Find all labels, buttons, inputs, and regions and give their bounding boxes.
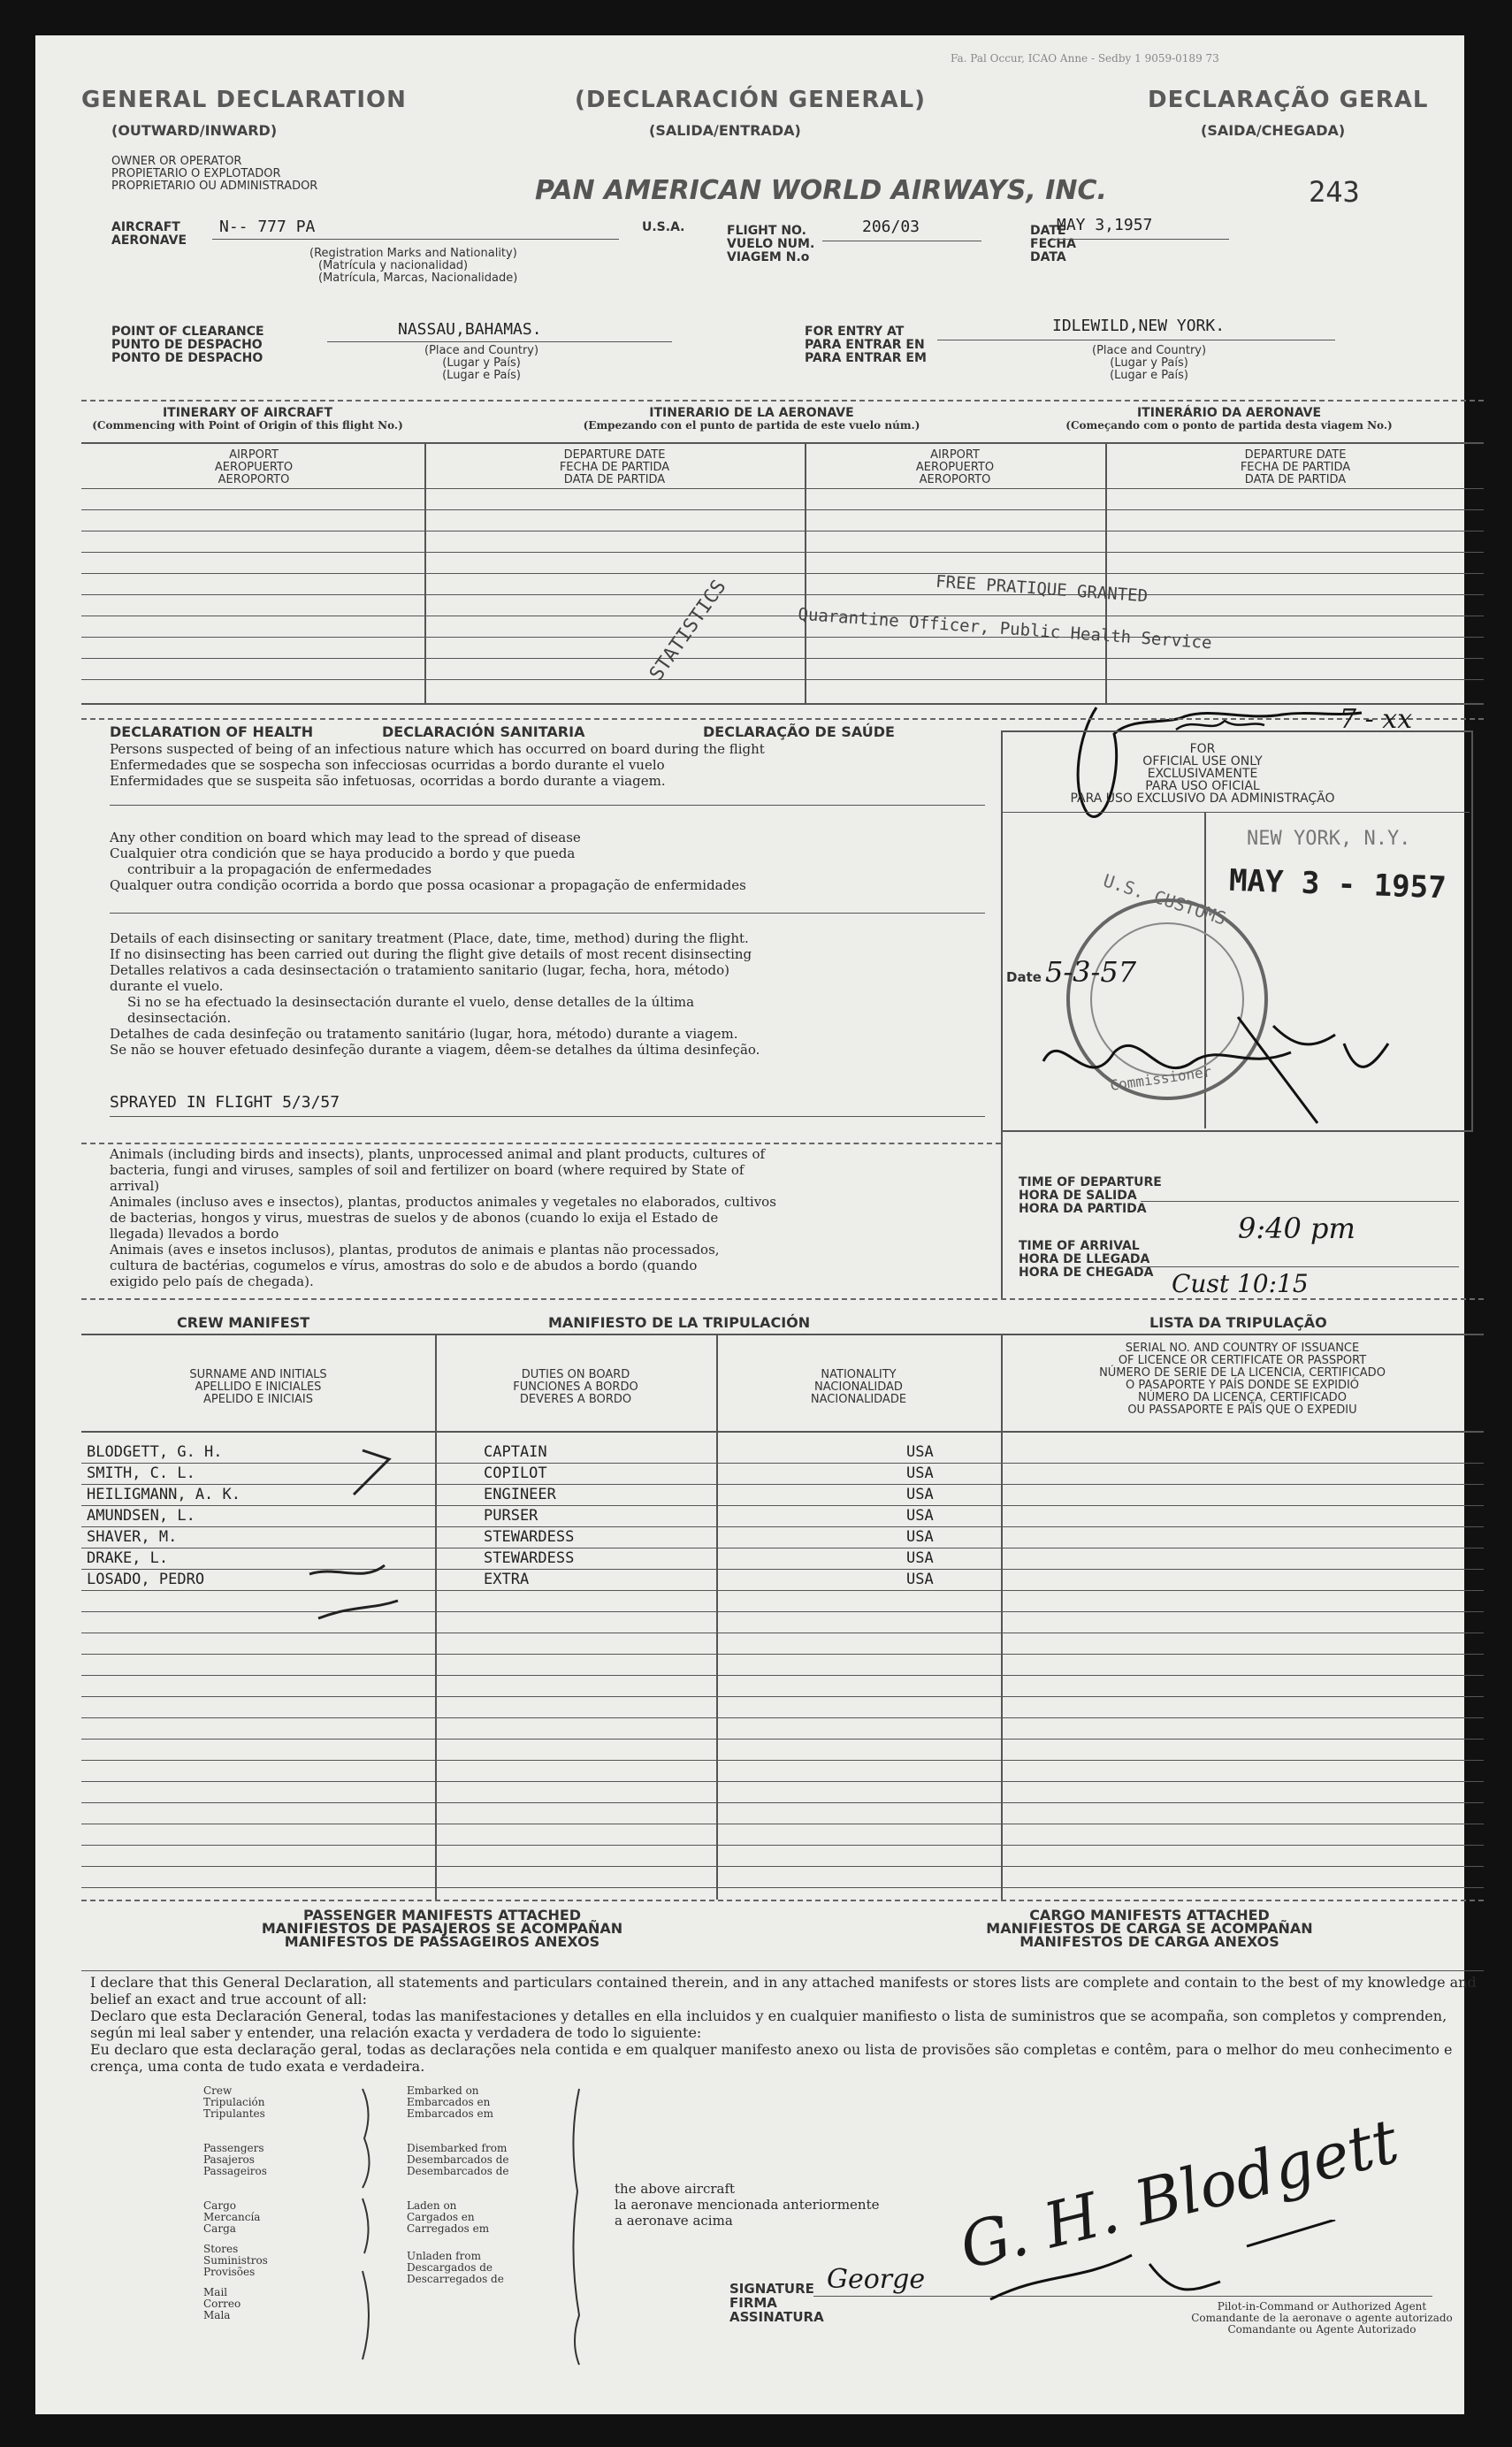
archive-note: Fa. Pal Occur, ICAO Anne - Sedby 1 9059-0189 73 xyxy=(951,52,1219,65)
flight-label: FLIGHT NO. VUELO NUM. VIAGEM N.o xyxy=(727,224,815,264)
crew-name: DRAKE, L. xyxy=(87,1549,169,1567)
itinerary-title-en: ITINERARY OF AIRCRAFT (Commencing with Point of Origin of this flight No.) xyxy=(92,406,403,432)
crew-name: SHAVER, M. xyxy=(87,1528,178,1546)
arr-time-hand-2: Cust 10:15 xyxy=(1172,1269,1309,1298)
clearance-value: NASSAU,BAHAMAS. xyxy=(398,320,542,339)
crew-checkmarks xyxy=(301,1441,407,1636)
crew-rule xyxy=(81,1526,1484,1527)
crew-rule xyxy=(81,1739,1484,1740)
animals-paragraph: Animals (including birds and insects), plants, unprocessed animal and plant products, cultures of bacteria, fungi and viruses, samples of soil and fertilizer on board (where required by State of arrival) Animales (incluso aves e insectos), plantas, productos animales y vegetales no elaborados, cultivos de bacterias, hongos y virus, muestras de suelos y de abonos (cuando lo exija el Estado de llegada) llevados a bordo Animais (aves e insetos inclusos), plantas, produtos de animais e plantas não processados, cultura de bactérias, cogumelos e vírus, amostras do solo e de abudos a bordo (quando exigido pelo país de chegada). xyxy=(110,1146,776,1289)
crew-rule xyxy=(81,1717,1484,1718)
crew-col-name: SURNAME AND INITIALS APELLIDO E INICIALES APELIDO E INICIAIS xyxy=(189,1368,327,1406)
crew-title-pt: LISTA DA TRIPULAÇÃO xyxy=(1149,1314,1327,1331)
declaration-text: I declare that this General Declaration, all statements and particulars contained therein, and in any attached manifests or stores lists are complete and contain to the best of my knowledge and belief an exact and true account of all: Declaro que esta Declaración General, todas las manifestaciones y detalles en ella incluidos y en cualquier manifiesto o lista de suministros que se acompaña, son completos y comprenden, según mi leal saber y entender, una relación exacta y verdadera de todo lo siguiente: Eu declaro que esta declaração geral, todas as declarações nela contida e em qualquer manifesto anexo ou lista de provisões são completas e contêm, para o melhor do meu conhecimento e crença, uma conta de tudo exata e verdadeira. xyxy=(90,1974,1477,2075)
categories-bracket-right xyxy=(553,2085,588,2368)
categories-left: Crew Tripulación Tripulantes Passengers Pasajeros Passageiros Cargo Mercancía Carga Stores Suministros Provisões Mail Correo Mala xyxy=(203,2084,268,2321)
crew-nationality: USA xyxy=(906,1571,934,1588)
crew-col-nationality: NATIONALITY NACIONALIDAD NACIONALIDADE xyxy=(810,1368,907,1406)
itin-col-departure-1: DEPARTURE DATE FECHA DE PARTIDA DATA DE PARTIDA xyxy=(559,448,670,486)
stamp-date-hand: 5-3-57 xyxy=(1045,955,1137,989)
official-use-label: FOR OFFICIAL USE ONLY EXCLUSIVAMENTE PARA USO OFICIAL PARA USO EXCLUSIVO DA ADMINISTRAÇÃO xyxy=(1070,742,1335,806)
aircraft-marks-label: (Registration Marks and Nationality) (Matrícula y nacionalidad) (Matrícula, Marcas, Nacionalidade) xyxy=(309,247,518,285)
itinerary-rule xyxy=(81,573,1484,574)
health-paragraph-2: Any other condition on board which may lead to the spread of disease Cualquier otra condición que se haya producido a bordo y que pueda contribuir a la propagación de enfermedades Qualquer outra condição ocorrida a bordo que possa ocasionar a propagação de enfermidades xyxy=(110,830,746,893)
signature-small-hand: George xyxy=(827,2264,926,2295)
crew-rule xyxy=(81,1484,1484,1485)
health-title-es: DECLARACIÓN SANITARIA xyxy=(382,723,585,740)
page-number: 243 xyxy=(1309,175,1360,209)
owner-value: PAN AMERICAN WORLD AIRWAYS, INC. xyxy=(535,175,1107,206)
itinerary-rule xyxy=(81,509,1484,510)
clearance-place-label: (Place and Country) (Lugar y País) (Lugar e País) xyxy=(424,344,539,382)
crew-rule xyxy=(81,1802,1484,1803)
itinerary-rule xyxy=(81,552,1484,553)
crew-rule xyxy=(81,1887,1484,1888)
passenger-manifests: PASSENGER MANIFESTS ATTACHED MANIFIESTOS DE PASAJEROS SE ACOMPAÑAN MANIFESTOS DE PASSAGEIROS ANEXOS xyxy=(261,1907,623,1950)
aircraft-value: N-- 777 PA xyxy=(219,218,316,236)
itinerary-rule xyxy=(81,658,1484,659)
captain-signature: G. H. Blodgett xyxy=(952,2104,1406,2284)
crew-rule xyxy=(81,1654,1484,1655)
crew-nationality: USA xyxy=(906,1507,934,1525)
quarantine-stamp: Quarantine Officer, Public Health Service xyxy=(797,604,1213,654)
itin-col-airport-2: AIRPORT AEROPUERTO AEROPORTO xyxy=(915,448,995,486)
health-title-en: DECLARATION OF HEALTH xyxy=(110,723,314,740)
aircraft-label: AIRCRAFT AERONAVE xyxy=(111,220,187,248)
crew-duty: COPILOT xyxy=(484,1464,547,1482)
itinerary-rule xyxy=(81,488,1484,489)
crew-nationality: USA xyxy=(906,1549,934,1567)
crew-nationality: USA xyxy=(906,1528,934,1546)
crew-rule xyxy=(81,1845,1484,1846)
itinerary-rule xyxy=(81,594,1484,595)
title-pt: DECLARAÇÃO GERAL xyxy=(1148,87,1429,113)
crew-rule xyxy=(81,1696,1484,1697)
entry-place-label: (Place and Country) (Lugar y País) (Lugar e País) xyxy=(1092,344,1207,382)
pratique-stamp: FREE PRATIQUE GRANTED xyxy=(935,571,1149,607)
crew-name: BLODGETT, G. H. xyxy=(87,1443,223,1461)
crew-col-serial: SERIAL NO. AND COUNTRY OF ISSUANCE OF LICENCE OR CERTIFICATE OR PASSPORT NÚMERO DE SERIE DE LA LICENCIA, CERTIFICADO O PASAPORTE Y PAÍS DONDE SE EXPIDIÓ NÚMERO DA LICENÇA, CERTIFICADO OU PASSAPORTE E PAÍS QUE O EXPEDIU xyxy=(1099,1342,1386,1417)
stamp-round-bottom: Commissioner xyxy=(1109,1063,1213,1094)
direction-en: (OUTWARD/INWARD) xyxy=(111,122,278,139)
cargo-manifests: CARGO MANIFESTS ATTACHED MANIFIESTOS DE CARGA SE ACOMPAÑAN MANIFESTOS DE CARGA ANEXOS xyxy=(986,1907,1313,1950)
crew-duty: ENGINEER xyxy=(484,1486,556,1503)
crew-rule xyxy=(81,1590,1484,1591)
itin-col-departure-2: DEPARTURE DATE FECHA DE PARTIDA DATA DE PARTIDA xyxy=(1240,448,1351,486)
crew-col-duties: DUTIES ON BOARD FUNCIONES A BORDO DEVERES A BORDO xyxy=(513,1368,638,1406)
crew-rule xyxy=(81,1463,1484,1464)
crew-nationality: USA xyxy=(906,1486,934,1503)
crew-name: SMITH, C. L. xyxy=(87,1464,195,1482)
arr-time-label: TIME OF ARRIVAL HORA DE LLEGADA HORA DE CHEGADA xyxy=(1019,1239,1154,1280)
crew-nationality: USA xyxy=(906,1443,934,1461)
declaration-form xyxy=(35,35,1477,2414)
crew-duty: CAPTAIN xyxy=(484,1443,547,1461)
title-en: GENERAL DECLARATION xyxy=(81,87,407,113)
crew-rule xyxy=(81,1675,1484,1676)
crew-rule xyxy=(81,1866,1484,1867)
flight-value: 206/03 xyxy=(862,218,920,236)
date-value: MAY 3,1957 xyxy=(1057,216,1153,234)
crew-duty: EXTRA xyxy=(484,1571,530,1588)
official-initials: 7 - xx xyxy=(1340,704,1413,735)
crew-rule xyxy=(81,1569,1484,1570)
stamp-date: MAY 3 - 1957 xyxy=(1228,862,1447,906)
health-paragraph-1: Persons suspected of being of an infectious nature which has occurred on board during the flight Enfermedades que se sospecha son infecciosas ocurridas a bordo durante el vuelo Enfermidades que se suspeita são infetuosas, ocorridas a bordo durante a viagem. xyxy=(110,741,765,789)
owner-label: OWNER OR OPERATOR PROPIETARIO O EXPLOTADOR PROPRIETARIO OU ADMINISTRADOR xyxy=(111,155,318,193)
itinerary-rule xyxy=(81,637,1484,638)
sprayed-value: SPRAYED IN FLIGHT 5/3/57 xyxy=(110,1093,340,1112)
crew-title-es: MANIFIESTO DE LA TRIPULACIÓN xyxy=(548,1314,811,1331)
crew-rule xyxy=(81,1611,1484,1612)
aircraft-country: U.S.A. xyxy=(642,220,685,234)
crew-title-en: CREW MANIFEST xyxy=(177,1314,310,1331)
crew-duty: STEWARDESS xyxy=(484,1549,575,1567)
direction-pt: (SAIDA/CHEGADA) xyxy=(1201,122,1346,139)
entry-value: IDLEWILD,NEW YORK. xyxy=(1052,317,1226,335)
crew-nationality: USA xyxy=(906,1464,934,1482)
stamp-city: NEW YORK, N.Y. xyxy=(1247,828,1411,850)
entry-label: FOR ENTRY AT PARA ENTRAR EN PARA ENTRAR EM xyxy=(805,325,927,365)
crew-name: AMUNDSEN, L. xyxy=(87,1507,195,1525)
categories-right: Embarked on Embarcados en Embarcados em Disembarked from Desembarcados de Desembarcados de Laden on Cargados en Carregados em Unladen from Descargados de Descarregados de xyxy=(407,2084,509,2285)
health-paragraph-3: Details of each disinsecting or sanitary treatment (Place, date, time, method) during the flight. If no disinsecting has been carried out during the flight give details of most recent disinsecting Detalles relativos a cada desinsectación o tratamiento sanitario (lugar, fecha, hora, método) durante el vuelo. Si no se ha efectuado la desinsectación durante el vuelo, dense detalles de la última desinsectación. Detalhes de cada desinfeção ou tratamento sanitário (lugar, hora, método) durante a viagem. Se não se houver efetuado desinfeção durante a viagem, dêem-se detalhes da última desinfeção. xyxy=(110,930,760,1058)
stamp-round-text: U.S. CUSTOMS xyxy=(1100,869,1229,929)
pilot-label: Pilot-in-Command or Authorized Agent Comandante de la aeronave o agente autorizado Comandante ou Agente Autorizado xyxy=(1191,2300,1453,2336)
crew-rule xyxy=(81,1760,1484,1761)
itinerary-rule xyxy=(81,679,1484,680)
crew-name: HEILIGMANN, A. K. xyxy=(87,1486,241,1503)
aircraft-note: the above aircraft la aeronave mencionada anteriormente a aeronave acima xyxy=(615,2181,880,2229)
itinerary-title-es: ITINERARIO DE LA AERONAVE (Empezando con el punto de partida de este vuelo núm.) xyxy=(583,406,920,432)
stamp-date-label: Date xyxy=(1006,969,1042,985)
customs-signature xyxy=(1026,990,1397,1132)
title-es: (DECLARACIÓN GENERAL) xyxy=(575,87,927,113)
crew-rule xyxy=(81,1505,1484,1506)
categories-bracket-left xyxy=(354,2085,389,2368)
itinerary-title-pt: ITINERÁRIO DA AERONAVE (Começando com o ponto de partida desta viagem No.) xyxy=(1065,406,1393,432)
itin-col-airport-1: AIRPORT AEROPUERTO AEROPORTO xyxy=(214,448,294,486)
crew-duty: PURSER xyxy=(484,1507,538,1525)
statistics-stamp: STATISTICS xyxy=(645,576,731,685)
arr-time-hand: 9:40 pm xyxy=(1238,1212,1355,1245)
dep-time-label: TIME OF DEPARTURE HORA DE SALIDA HORA DA PARTIDA xyxy=(1019,1175,1162,1216)
crew-rule xyxy=(81,1781,1484,1782)
crew-name: LOSADO, PEDRO xyxy=(87,1571,205,1588)
clearance-label: POINT OF CLEARANCE PUNTO DE DESPACHO PONTO DE DESPACHO xyxy=(111,325,264,365)
direction-es: (SALIDA/ENTRADA) xyxy=(649,122,801,139)
date-label: DATE FECHA DATA xyxy=(1030,224,1076,264)
signature-label: SIGNATURE FIRMA ASSINATURA xyxy=(729,2281,824,2325)
crew-duty: STEWARDESS xyxy=(484,1528,575,1546)
health-title-pt: DECLARAÇÃO DE SAÚDE xyxy=(703,723,895,740)
